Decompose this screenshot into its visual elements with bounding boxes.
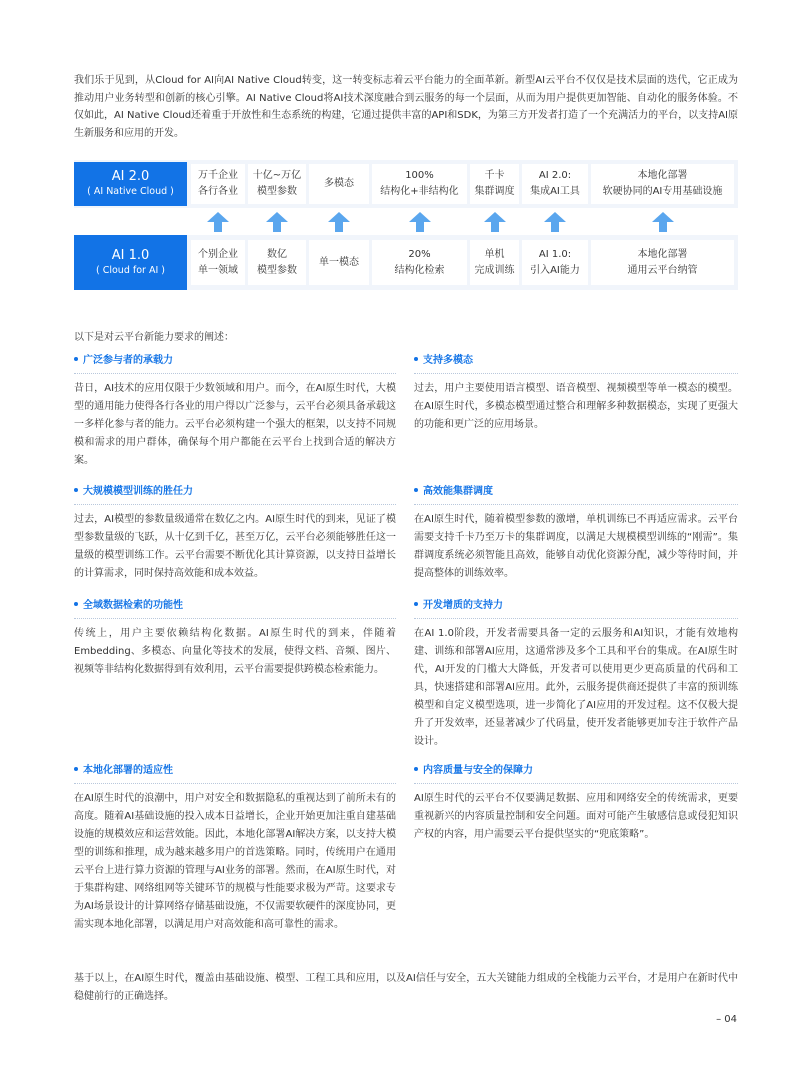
ai10-cell-cluster: 单机 完成训练	[470, 240, 519, 285]
ai-comparison-diagram	[74, 160, 738, 290]
bullet-dot-icon	[414, 767, 418, 771]
section-divider	[414, 373, 738, 374]
ai20-cell-deploy: 本地化部署 软硬协同的AI专用基础设施	[591, 164, 734, 204]
ai10-cell-data: 20% 结构化检索	[372, 240, 467, 285]
section-title: 开发增质的支持力	[414, 599, 738, 613]
bullet-dot-icon	[414, 602, 418, 606]
up-arrow-icon	[207, 212, 229, 232]
ai20-cell-params: 十亿~万亿 模型参数	[248, 164, 306, 204]
conclusion-paragraph: 基于以上，在AI原生时代，覆盖由基础设施、模型、工程工具和应用，以及AI信任与安全，五大关键能力组成的全栈能力云平台，才是用户在新时代中稳健前行的正确选择。	[74, 973, 738, 1002]
section-divider	[74, 373, 396, 374]
section-title: 广泛参与者的承载力	[74, 354, 396, 368]
section-divider	[74, 783, 396, 784]
intro-paragraph: 我们乐于见到，从Cloud for AI向AI Native Cloud转变，这一转变标志着云平台能力的全面革新。新型AI云平台不仅仅是技术层面的迭代，它正成为推动用户业务转型和创新的核心引擎。AI Native Cloud将AI技术深度融合到云服务的每一个层面，从而为用户提供更加智能、自动化的服务体验。不仅如此，AI Native Cloud还着重于开放性和生态系统的构建，它通过提供丰富的API和SDK，为第三方开发者打造了一个充满活力的平台，以支持AI原生新服务和应用的开发。	[74, 75, 738, 139]
bullet-dot-icon	[414, 357, 418, 361]
ai10-cell-participants: 个别企业 单一领域	[191, 240, 245, 285]
ai10-cell-modality: 单一模态	[309, 240, 369, 285]
section-title: 本地化部署的适应性	[74, 764, 396, 778]
section-body: 过去，AI模型的参数量级通常在数亿之内。AI原生时代的到来，见证了模型参数量级的飞跃，从十亿到千亿，甚至万亿，云平台必须能够胜任这一量级的模型训练工作。云平台需要不断优化其计算资源，以支持日益增长的计算需求，同时保持高效能和成本效益。	[74, 514, 396, 579]
section-body: 过去，用户主要使用语言模型、语音模型、视频模型等单一模态的模型。在AI原生时代，多模态模型通过整合和理解多种数据模态，实现了更强大的功能和更广泛的应用场景。	[414, 383, 738, 430]
section-title: 内容质量与安全的保障力	[414, 764, 738, 778]
ai20-cell-cluster: 千卡 集群调度	[470, 164, 519, 204]
section-title: 高效能集群调度	[414, 485, 738, 499]
up-arrow-icon	[652, 212, 674, 232]
section-body: 传统上，用户主要依赖结构化数据。AI原生时代的到来，伴随着Embedding、多模态、向量化等技术的发展，使得文档、音频、图片、视频等非结构化数据得到有效利用，云平台需要提供跨模态检索能力。	[74, 628, 396, 675]
lead-sentence: 以下是对云平台新能力要求的阐述：	[74, 332, 234, 343]
ai20-label-box	[74, 162, 187, 206]
section-title: 全域数据检索的功能性	[74, 599, 396, 613]
bullet-dot-icon	[74, 602, 78, 606]
section-divider	[74, 618, 396, 619]
up-arrow-icon	[409, 212, 431, 232]
page-number: – 04	[716, 1014, 737, 1025]
section-title: 大规模模型训练的胜任力	[74, 485, 396, 499]
section-body: 在AI原生时代的浪潮中，用户对安全和数据隐私的重视达到了前所未有的高度。随着AI基础设施的投入成本日益增长，企业开始更加注重自建基础设施的规模效应和运营效能。因此，本地化部署AI解决方案，以支持大模型的训练和推理，成为越来越多用户的首选策略。同时，传统用户在通用云平台上进行算力资源的管理与AI业务的部署。然而，在AI原生时代，对于集群构建、网络组网等关键环节的规模与性能要求极为严苛。这要求专为AI场景设计的计算网络存储基础设施，不仅需要软硬件的深度协同，更需实现本地化部署，以满足用户对高效能和高可靠性的需求。	[74, 793, 396, 930]
ai10-title: AI 1.0	[111, 247, 150, 263]
up-arrow-icon	[544, 212, 566, 232]
section-divider	[74, 504, 396, 505]
section-body: 昔日，AI技术的应用仅限于少数领域和用户。而今，在AI原生时代，大模型的通用能力使得各行各业的用户得以广泛参与，云平台必须具备承载这一多样化参与者的能力。云平台必须构建一个强大的框架，以支持不同规模和需求的用户群体，确保每个用户都能在云平台上找到合适的解决方案。	[74, 383, 396, 466]
ai20-cell-participants: 万千企业 各行各业	[191, 164, 245, 204]
section-body: 在AI 1.0阶段，开发者需要具备一定的云服务和AI知识，才能有效地构建、训练和部署AI应用，这通常涉及多个工具和平台的集成。在AI原生时代，AI开发的门槛大大降低，开发者可以使用更少更高质量的代码和工具，快速搭建和部署AI应用。此外，云服务提供商还提供了丰富的预训练模型和自定义模型选项，进一步简化了AI应用的开发过程。这不仅极大提升了开发效率，还显著减少了代码量，使开发者能够更加专注于软件产品设计。	[414, 628, 738, 747]
ai20-title: AI 2.0	[111, 169, 150, 184]
ai20-cell-tools: AI 2.0: 集成AI工具	[522, 164, 588, 204]
section-divider	[414, 504, 738, 505]
section-body: 在AI原生时代，随着模型参数的激增，单机训练已不再适应需求。云平台需要支持千卡乃至万卡的集群调度，以满足大规模模型训练的“刚需”。集群调度系统必须智能且高效，能够自动优化资源分配，减少等待时间，并提高整体的训练效率。	[414, 514, 738, 579]
ai10-subtitle: ( Cloud for AI )	[96, 264, 165, 276]
bullet-dot-icon	[74, 357, 78, 361]
bullet-dot-icon	[74, 767, 78, 771]
section-divider	[414, 783, 738, 784]
bullet-dot-icon	[414, 488, 418, 492]
section-body: AI原生时代的云平台不仅要满足数据、应用和网络安全的传统需求，更要重视新兴的内容质量控制和安全问题。面对可能产生敏感信息或侵犯知识产权的内容，用户需要云平台提供坚实的“兜底策略”。	[414, 793, 738, 840]
ai10-label-box	[74, 235, 187, 290]
section-divider	[414, 618, 738, 619]
up-arrow-icon	[266, 212, 288, 232]
ai10-cell-params: 数亿 模型参数	[248, 240, 306, 285]
up-arrow-icon	[328, 212, 350, 232]
up-arrow-icon	[484, 212, 506, 232]
ai10-cell-deploy: 本地化部署 通用云平台纳管	[591, 240, 734, 285]
ai10-cell-tools: AI 1.0: 引入AI能力	[522, 240, 588, 285]
ai20-cell-modality: 多模态	[309, 164, 369, 204]
bullet-dot-icon	[74, 488, 78, 492]
ai20-cell-data: 100% 结构化+非结构化	[372, 164, 467, 204]
section-title: 支持多模态	[414, 354, 738, 368]
ai20-subtitle: ( AI Native Cloud )	[87, 186, 174, 197]
